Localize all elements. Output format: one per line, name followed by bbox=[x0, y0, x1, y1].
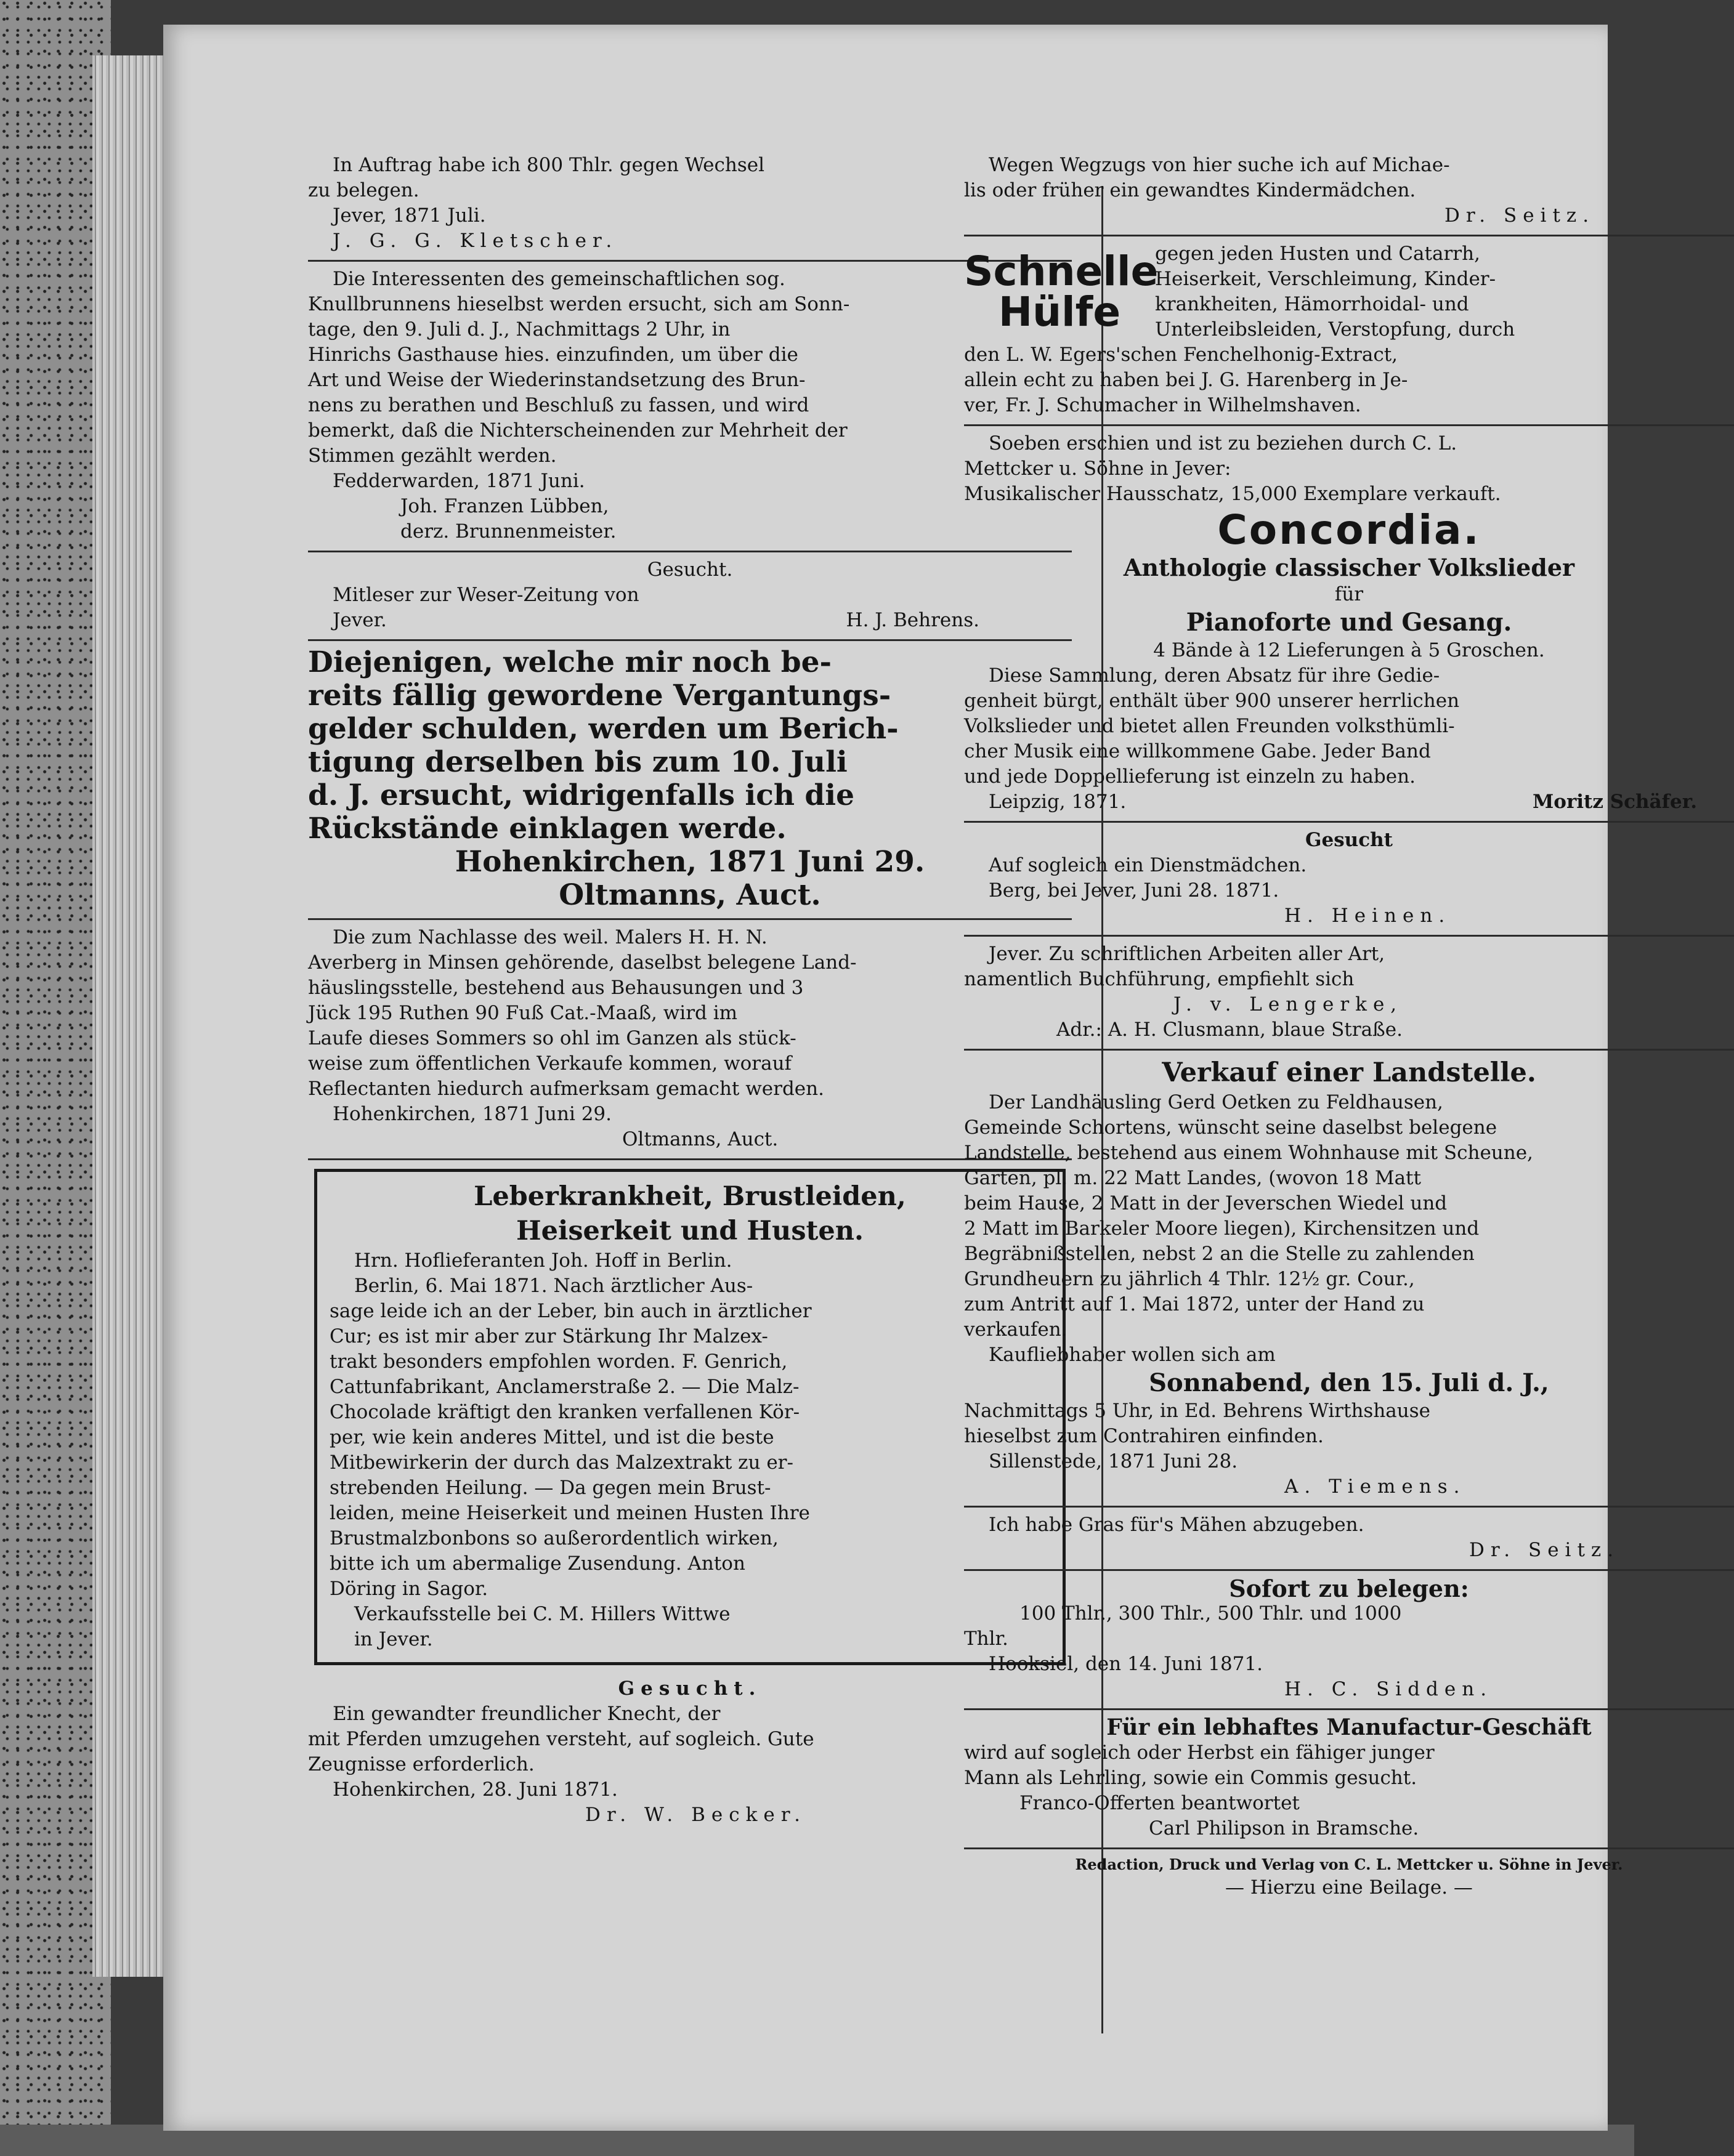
concordia-title: Concordia. bbox=[1217, 506, 1481, 554]
supplement-note: — Hierzu eine Beilage. — bbox=[1225, 1876, 1473, 1899]
text-line: Grundheuern zu jährlich 4 Thlr. 12½ gr. Cour., bbox=[964, 1268, 1415, 1290]
text-line: zum Antritt auf 1. Mai 1872, unter der Hand zu bbox=[964, 1293, 1425, 1315]
signature: Dr. W. Becker. bbox=[585, 1804, 807, 1826]
ad-manufactur-geschaeft bbox=[964, 1710, 1734, 1849]
text-line: nens zu berathen und Beschluß zu fassen, und wird bbox=[308, 394, 809, 416]
book-page-edges bbox=[92, 55, 166, 1977]
text-line: Ich habe Gras für's Mähen abzugeben. bbox=[989, 1514, 1364, 1536]
ad-gesucht-mitleser bbox=[308, 552, 1072, 641]
ad-brunnen bbox=[308, 262, 1072, 552]
text-line: hieselbst zum Contrahiren einfinden. bbox=[964, 1425, 1324, 1447]
text-line: Heiserkeit, Verschleimung, Kinder- bbox=[1155, 268, 1496, 290]
right-column bbox=[964, 148, 1734, 1907]
ad-heading: Für ein lebhaftes Manufactur-Geschäft bbox=[1106, 1714, 1592, 1740]
address: Adr.: A. H. Clusmann, blaue Straße. bbox=[1056, 1019, 1403, 1041]
text-line: beim Hause, 2 Matt in der Jeverschen Wiedel und bbox=[964, 1192, 1448, 1214]
date-heading: Sonnabend, den 15. Juli d. J., bbox=[1149, 1368, 1549, 1397]
text-line: Der Landhäusling Gerd Oetken zu Feldhausen, bbox=[989, 1091, 1443, 1113]
ad-heading: Heiserkeit und Husten. bbox=[516, 1216, 864, 1246]
signature: H. C. Sidden. bbox=[1284, 1678, 1493, 1700]
text-line: Franco-Offerten beantwortet bbox=[1019, 1792, 1300, 1814]
text-line bbox=[308, 608, 1072, 633]
text-line: Garten, pl. m. 22 Matt Landes, (wovon 18 Matt bbox=[964, 1167, 1421, 1189]
ad-kindermaedchen bbox=[964, 148, 1734, 236]
text-line: strebenden Heilung. — Da gegen mein Brust- bbox=[330, 1477, 771, 1499]
text-line: häuslingsstelle, bestehend aus Behausungen und 3 bbox=[308, 977, 804, 999]
ad-gesucht-knecht bbox=[308, 1671, 1072, 1834]
text-line: Jever. Zu schriftlichen Arbeiten aller Art, bbox=[989, 943, 1385, 965]
text-line: Brustmalzbonbons so außerordentlich wirken, bbox=[330, 1527, 779, 1549]
text-line: bemerkt, daß die Nichterscheinenden zur Mehrheit der bbox=[308, 419, 848, 442]
text-line: cher Musik eine willkommene Gabe. Jeder Band bbox=[964, 740, 1431, 762]
text-line: Landstelle, bestehend aus einem Wohnhause mit Scheune, bbox=[964, 1142, 1533, 1164]
signature: H. Heinen. bbox=[1284, 905, 1451, 927]
ad-sofort-belegen bbox=[964, 1571, 1734, 1710]
text-line: Hohenkirchen, 1871 Juni 29. bbox=[333, 1103, 612, 1125]
signature: Moritz Schäfer. bbox=[1532, 791, 1697, 813]
imprint bbox=[964, 1849, 1734, 1907]
text-line: Art und Weise der Wiederinstandsetzung des Brun- bbox=[308, 369, 806, 391]
signature: H. J. Behrens. bbox=[846, 609, 979, 631]
signature: Dr. Seitz. bbox=[1444, 204, 1595, 227]
text-line: Cur; es ist mir aber zur Stärkung Ihr Malzex- bbox=[330, 1325, 768, 1347]
place: Jever. bbox=[333, 609, 387, 631]
ad-schriftliche-arbeiten bbox=[964, 937, 1734, 1051]
ad-landhaeuslingsstelle bbox=[308, 920, 1072, 1160]
text-line: Chocolade kräftigt den kranken verfallenen Kör- bbox=[330, 1401, 800, 1423]
text-line: gegen jeden Husten und Catarrh, bbox=[1155, 243, 1480, 265]
ad-heading: Leberkrankheit, Brustleiden, bbox=[474, 1181, 906, 1212]
text-line: Sillenstede, 1871 Juni 28. bbox=[989, 1450, 1238, 1472]
display-word-block bbox=[964, 248, 1159, 336]
ad-vergantungsgelder bbox=[308, 641, 1072, 920]
text-line: Döring in Sagor. bbox=[330, 1578, 488, 1600]
text-line: und jede Doppellieferung ist einzeln zu haben. bbox=[964, 765, 1416, 788]
ad-wechsel bbox=[308, 148, 1072, 262]
text-line: sage leide ich an der Leber, bin auch in ärztlicher bbox=[330, 1300, 812, 1322]
ad-heading: Gesucht. bbox=[647, 559, 733, 581]
text-line: Ein gewandter freundlicher Knecht, der bbox=[333, 1703, 721, 1725]
text-line: Mitleser zur Weser-Zeitung von bbox=[333, 584, 639, 606]
bold-text-line: gelder schulden, werden um Berich- bbox=[308, 712, 899, 746]
ad-schnelle-huelfe bbox=[964, 236, 1734, 426]
place-date: Leipzig, 1871. bbox=[989, 791, 1127, 813]
text-line: Laufe dieses Sommers so ohl im Ganzen als stück- bbox=[308, 1027, 796, 1049]
signature-title: derz. Brunnenmeister. bbox=[400, 520, 617, 543]
text-line: Verkaufsstelle bei C. M. Hillers Wittwe bbox=[354, 1603, 731, 1625]
text-line: Gemeinde Schortens, wünscht seine daselbst belegene bbox=[964, 1116, 1497, 1139]
text-line: Berlin, 6. Mai 1871. Nach ärztlicher Aus- bbox=[354, 1275, 753, 1297]
ad-gesucht-dienstmaedchen bbox=[964, 823, 1734, 937]
text-line: Berg, bei Jever, Juni 28. 1871. bbox=[989, 879, 1279, 902]
text-line: mit Pferden umzugehen versteht, auf sogleich. Gute bbox=[308, 1728, 814, 1750]
signature: J. G. G. Kletscher. bbox=[333, 230, 618, 252]
display-word: Hülfe bbox=[998, 288, 1121, 336]
text-line: Mann als Lehrling, sowie ein Commis gesucht. bbox=[964, 1767, 1417, 1789]
bold-text-line: tigung derselben bis zum 10. Juli bbox=[308, 745, 848, 779]
text-line: Cattunfabrikant, Anclamerstraße 2. — Die Malz- bbox=[330, 1376, 800, 1398]
signature: Joh. Franzen Lübben, bbox=[400, 495, 609, 517]
text-line: Musikalischer Hausschatz, 15,000 Exemplare verkauft. bbox=[964, 483, 1501, 505]
text-line: Soeben erschien und ist zu beziehen durch C. L. bbox=[989, 432, 1457, 454]
text-line: verkaufen. bbox=[964, 1318, 1068, 1341]
signature: Carl Philipson in Bramsche. bbox=[1149, 1817, 1419, 1839]
text-line: genheit bürgt, enthält über 900 unserer herrlichen bbox=[964, 690, 1460, 712]
ad-heading: Gesucht. bbox=[618, 1678, 762, 1700]
signature: Oltmanns, Auct. bbox=[559, 878, 821, 912]
bold-text-line: reits fällig gewordene Vergantungs- bbox=[308, 679, 891, 713]
text-line: Zeugnisse erforderlich. bbox=[308, 1753, 535, 1775]
text-line: 100 Thlr., 300 Thlr., 500 Thlr. und 1000 bbox=[1019, 1602, 1402, 1625]
signature: Oltmanns, Auct. bbox=[622, 1128, 779, 1150]
bold-text-line: d. J. ersucht, widrigenfalls ich die bbox=[308, 778, 854, 812]
text-line: weise zum öffentlichen Verkaufe kommen, worauf bbox=[308, 1052, 792, 1075]
text-line bbox=[964, 789, 1734, 815]
text-line: In Auftrag habe ich 800 Thlr. gegen Wechsel bbox=[333, 154, 765, 176]
signature: J. v. Lengerke, bbox=[1173, 993, 1403, 1015]
text-line: Wegen Wegzugs von hier suche ich auf Michae- bbox=[989, 154, 1450, 176]
ad-heading: Gesucht bbox=[1305, 829, 1393, 851]
text-line: bitte ich um abermalige Zusendung. Anton bbox=[330, 1552, 745, 1575]
signature: Dr. Seitz. bbox=[1469, 1539, 1620, 1561]
text-line: per, wie kein anderes Mittel, und ist die beste bbox=[330, 1426, 774, 1448]
text-line: Jever, 1871 Juli. bbox=[333, 204, 486, 227]
text-line: 2 Matt im Barkeler Moore liegen), Kirchensitzen und bbox=[964, 1217, 1480, 1240]
display-word: Schnelle bbox=[964, 248, 1159, 295]
text-line: namentlich Buchführung, empfiehlt sich bbox=[964, 968, 1355, 990]
imprint-line: Redaction, Druck und Verlag von C. L. Mettcker u. Söhne in Jever. bbox=[1075, 1855, 1623, 1873]
text-line: Die Interessenten des gemeinschaftlichen sog. bbox=[333, 268, 785, 290]
ad-verkauf-landstelle bbox=[964, 1051, 1734, 1508]
text-line: Die zum Nachlasse des weil. Malers H. H. N. bbox=[333, 926, 768, 948]
text-line: Nachmittags 5 Uhr, in Ed. Behrens Wirthshause bbox=[964, 1400, 1430, 1422]
ad-heading: Sofort zu belegen: bbox=[1229, 1575, 1469, 1602]
signature: A. Tiemens. bbox=[1284, 1476, 1466, 1498]
bold-text-line: Hohenkirchen, 1871 Juni 29. bbox=[455, 845, 925, 879]
text-line: Thlr. bbox=[964, 1628, 1008, 1650]
subtitle: Anthologie classischer Volkslieder bbox=[1123, 554, 1575, 581]
ad-concordia bbox=[964, 426, 1734, 823]
text-line: Mitbewirkerin der durch das Malzextrakt zu er- bbox=[330, 1451, 793, 1474]
text-line: Jück 195 Ruthen 90 Fuß Cat.-Maaß, wird im bbox=[308, 1002, 738, 1024]
bold-text-line: Diejenigen, welche mir noch be- bbox=[308, 645, 832, 679]
text-line: Hrn. Hoflieferanten Joh. Hoff in Berlin. bbox=[354, 1250, 732, 1272]
ad-malzextrakt-box bbox=[314, 1169, 1066, 1665]
text-line: zu belegen. bbox=[308, 179, 419, 201]
bold-text-line: Rückstände einklagen werde. bbox=[308, 812, 787, 846]
text-line: 4 Bände à 12 Lieferungen à 5 Groschen. bbox=[1153, 639, 1545, 661]
text-line: Mettcker u. Söhne in Jever: bbox=[964, 458, 1231, 480]
text-line: Diese Sammlung, deren Absatz für ihre Gedie- bbox=[989, 664, 1440, 687]
text-line: tage, den 9. Juli d. J., Nachmittags 2 Uhr, in bbox=[308, 318, 731, 341]
left-column bbox=[308, 148, 1072, 1834]
text-line: den L. W. Egers'schen Fenchelhonig-Extract, bbox=[964, 344, 1398, 366]
text-line: Kaufliebhaber wollen sich am bbox=[989, 1344, 1276, 1366]
text-line: Knullbrunnens hieselbst werden ersucht, sich am Sonn- bbox=[308, 293, 850, 315]
text-line: lis oder früher ein gewandtes Kindermädchen. bbox=[964, 179, 1416, 201]
text-line: Fedderwarden, 1871 Juni. bbox=[333, 470, 585, 492]
text-line: Hohenkirchen, 28. Juni 1871. bbox=[333, 1778, 618, 1801]
text-line: allein echt zu haben bei J. G. Harenberg in Je- bbox=[964, 369, 1408, 391]
text-line: wird auf sogleich oder Herbst ein fähiger junger bbox=[964, 1742, 1435, 1764]
text-line: Reflectanten hiedurch aufmerksam gemacht werden. bbox=[308, 1078, 824, 1100]
text-line: Auf sogleich ein Dienstmädchen. bbox=[989, 854, 1307, 876]
text-line: Stimmen gezählt werden. bbox=[308, 445, 557, 467]
newspaper-page bbox=[163, 25, 1697, 2131]
text-line: in Jever. bbox=[354, 1628, 433, 1650]
text-line: Volkslieder und bietet allen Freunden volksthümli- bbox=[964, 715, 1455, 737]
text-line: Begräbnißstellen, nebst 2 an die Stelle zu zahlenden bbox=[964, 1243, 1475, 1265]
text-line: Hinrichs Gasthause hies. einzufinden, um über die bbox=[308, 344, 798, 366]
ad-gras bbox=[964, 1508, 1734, 1571]
ad-heading: Verkauf einer Landstelle. bbox=[1162, 1057, 1536, 1088]
text-line: Hooksiel, den 14. Juni 1871. bbox=[989, 1653, 1263, 1675]
text-line: trakt besonders empfohlen worden. F. Genrich, bbox=[330, 1351, 788, 1373]
schnelle-huelfe-block bbox=[964, 241, 1734, 342]
text-line: krankheiten, Hämorrhoidal- und bbox=[1155, 293, 1469, 315]
text-line: leiden, meine Heiserkeit und meinen Husten Ihre bbox=[330, 1502, 810, 1524]
remedy-list bbox=[1155, 241, 1734, 342]
text-line: Unterleibsleiden, Verstopfung, durch bbox=[1155, 318, 1515, 341]
text-line: für bbox=[1334, 583, 1364, 605]
subtitle: Pianoforte und Gesang. bbox=[1186, 608, 1512, 637]
text-line: Averberg in Minsen gehörende, daselbst belegene Land- bbox=[308, 951, 857, 974]
text-line: ver, Fr. J. Schumacher in Wilhelmshaven. bbox=[964, 394, 1361, 416]
